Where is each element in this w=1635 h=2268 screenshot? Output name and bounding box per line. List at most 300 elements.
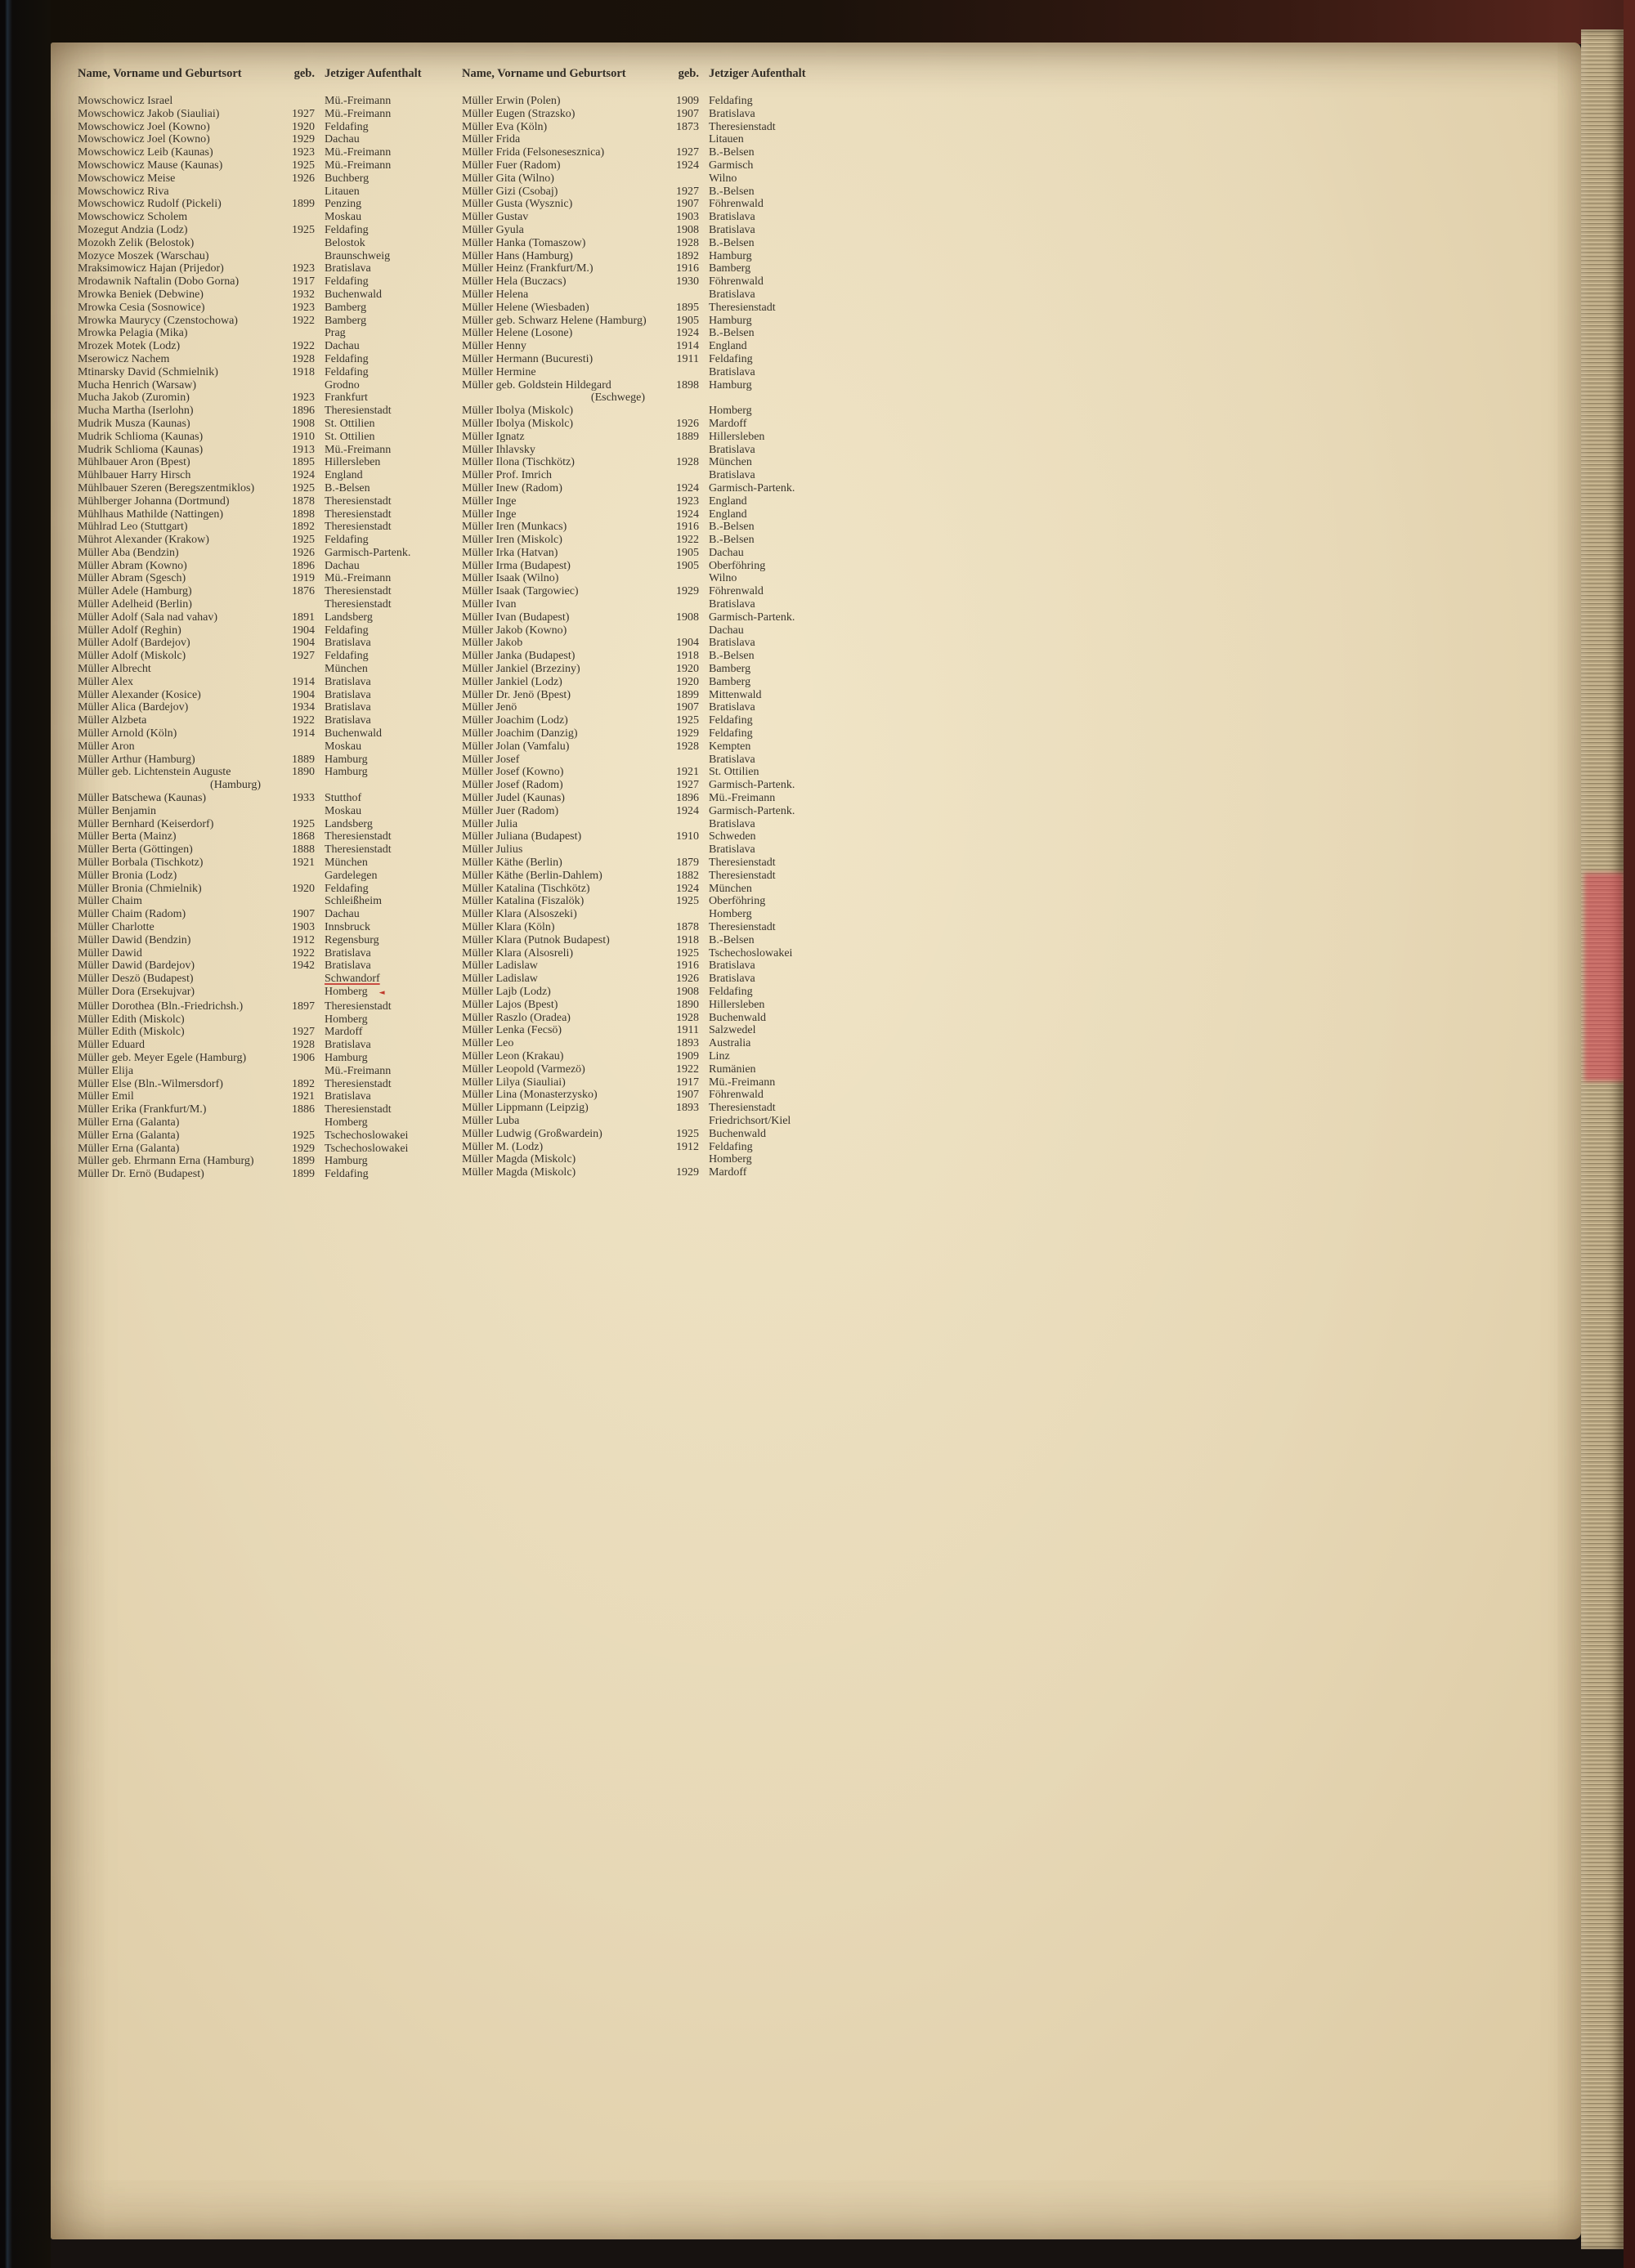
entry-name: Mrodawnik Naftalin (Dobo Gorna)	[78, 275, 240, 289]
book-background-top	[0, 0, 1635, 44]
registry-entry	[462, 224, 835, 237]
registry-entry	[462, 379, 835, 405]
entry-birthyear: 1929	[676, 727, 699, 740]
registry-entry	[462, 650, 835, 663]
registry-entry	[78, 379, 450, 392]
entry-birthyear: 1925	[676, 714, 699, 727]
entry-name: Müller Adolf (Reghin)	[78, 624, 181, 637]
entry-birthyear: 1903	[292, 921, 315, 933]
entry-location: B.-Belsen	[709, 534, 755, 547]
entry-location: Mü.-Freimann	[325, 159, 392, 172]
entry-location: Bamberg	[709, 663, 751, 676]
entry-name: Müller Klara (Alsoszeki)	[462, 908, 577, 921]
entry-birthyear: 1928	[292, 1039, 315, 1052]
entry-location: Bratislava	[709, 469, 755, 482]
registry-entry	[462, 999, 835, 1012]
entry-birthyear: 1892	[676, 249, 699, 262]
registry-entry	[462, 1166, 835, 1179]
entry-location: Mü.-Freimann	[325, 95, 392, 107]
registry-entry	[78, 689, 450, 702]
entry-birthyear: 1924	[676, 882, 699, 895]
registry-entry	[462, 289, 835, 302]
entry-birthyear: 1889	[676, 430, 699, 443]
entry-birthyear: 1928	[676, 236, 699, 249]
entry-location: Theresienstadt	[709, 120, 776, 133]
entry-birthyear: 1928	[676, 740, 699, 753]
entry-name-continuation: (Eschwege)	[590, 391, 645, 405]
entry-birthyear: 1907	[676, 198, 699, 211]
entry-name: Müller Klara (Köln)	[462, 921, 555, 933]
entry-location: Homberg	[709, 908, 752, 921]
entry-birthyear: 1879	[676, 857, 699, 870]
registry-entry	[462, 495, 835, 508]
entry-location: Mü.-Freimann	[709, 1076, 776, 1089]
entry-name: Mudrik Musza (Kaunas)	[78, 417, 190, 430]
registry-entry	[78, 405, 450, 418]
entry-birthyear: 1897	[292, 1000, 315, 1013]
entry-birthyear: 1929	[676, 1166, 699, 1179]
entry-name: Müller Gita (Wilno)	[462, 172, 554, 185]
entry-location: Landsberg	[325, 817, 373, 830]
registry-entry	[78, 250, 450, 263]
registry-entry	[462, 754, 835, 767]
registry-entry	[78, 740, 450, 754]
entry-name: Müller Joachim (Lodz)	[462, 714, 568, 727]
entry-location: Linz	[709, 1049, 730, 1062]
registry-entry	[78, 754, 450, 767]
entry-location: Buchenwald	[325, 727, 382, 740]
registry-entry	[78, 237, 450, 250]
entry-birthyear: 1932	[292, 288, 315, 301]
entry-name: Müller Alex	[78, 675, 134, 688]
registry-entry	[78, 108, 450, 121]
entry-birthyear: 1909	[676, 95, 699, 107]
entry-location: Homberg ◄	[325, 985, 385, 998]
entry-name: Müller Else (Bln.-Wilmersdorf)	[78, 1077, 223, 1090]
entry-location: Dachau	[325, 559, 360, 572]
entry-location: Theresienstadt	[325, 598, 392, 611]
entry-name: Müller Abram (Kowno)	[78, 559, 187, 572]
registry-entry	[78, 327, 450, 340]
registry-entry	[462, 830, 835, 843]
entry-location: Homberg	[325, 1013, 368, 1026]
entry-birthyear: 1914	[676, 340, 699, 353]
entry-birthyear: 1925	[292, 534, 315, 547]
entry-name: Müller Frida (Felsonesesznica)	[462, 146, 605, 159]
entry-name: Müller Fuer (Radom)	[462, 159, 561, 172]
entry-name: Müller Chaim	[78, 895, 142, 908]
entry-location: Litauen	[325, 185, 360, 198]
entry-birthyear: 1922	[292, 340, 315, 353]
entry-location: Bratislava	[325, 701, 371, 714]
entry-location: B.-Belsen	[709, 185, 755, 198]
entry-birthyear: 1927	[676, 779, 699, 792]
registry-entry	[78, 921, 450, 934]
header-geb-label: geb.	[678, 67, 699, 80]
entry-name: Müller Berta (Mainz)	[78, 830, 177, 843]
entry-location: Theresienstadt	[709, 857, 776, 870]
entry-birthyear: 1907	[676, 1089, 699, 1102]
entry-location: Mü.-Freimann	[325, 1064, 392, 1077]
registry-entry	[78, 146, 450, 159]
entry-name: Mowschowicz Rudolf (Pickeli)	[78, 198, 222, 211]
entry-name: Müller Lina (Monasterzysko)	[462, 1089, 598, 1102]
entry-name: Müller Leon (Krakau)	[462, 1049, 564, 1062]
entry-location: Theresienstadt	[325, 830, 392, 843]
entry-birthyear: 1923	[292, 262, 315, 275]
entry-birthyear: 1922	[676, 1062, 699, 1076]
entry-location: Theresienstadt	[325, 585, 392, 598]
entry-location: Innsbruck	[325, 921, 370, 933]
registry-entry	[78, 870, 450, 883]
entry-name: Müller Jolan (Vamfalu)	[462, 740, 570, 753]
entry-birthyear: 1893	[676, 1037, 699, 1050]
registry-entry	[78, 534, 450, 547]
registry-entry	[78, 766, 450, 792]
page-edge-red-stain	[1584, 873, 1624, 1081]
registry-entry	[462, 1128, 835, 1141]
entry-name: Müller Gustav	[462, 211, 529, 224]
entry-location: Moskau	[325, 211, 362, 224]
entry-location: München	[325, 857, 368, 870]
registry-entry	[462, 108, 835, 121]
entry-location: Moskau	[325, 804, 362, 817]
entry-name: Müller Bronia (Chmielnik)	[78, 882, 202, 895]
registry-entry	[462, 973, 835, 986]
entry-location: Bratislava	[325, 946, 371, 960]
entry-location: Penzing	[325, 198, 362, 211]
entry-name: Müller Inge	[462, 508, 517, 521]
entry-name: Mserowicz Nachem	[78, 352, 170, 365]
entry-name: Müller Katalina (Fiszalök)	[462, 895, 585, 908]
registry-entry	[462, 121, 835, 134]
entry-location: Theresienstadt	[709, 869, 776, 882]
registry-entry	[78, 211, 450, 224]
registry-entry	[462, 469, 835, 482]
entry-name: Müller Alica (Bardejov)	[78, 701, 189, 714]
entry-location: Feldafing	[709, 95, 753, 107]
entry-location: Mittenwald	[709, 688, 762, 701]
registry-entry	[462, 521, 835, 534]
entry-location: Theresienstadt	[325, 1103, 392, 1116]
entry-birthyear: 1923	[676, 494, 699, 508]
entry-location: Landsberg	[325, 611, 373, 624]
entry-name: Müller Dawid	[78, 946, 142, 960]
registry-entry	[78, 830, 450, 843]
registry-entry	[462, 534, 835, 547]
entry-birthyear: 1898	[676, 378, 699, 391]
registry-entry	[462, 689, 835, 702]
entry-birthyear: 1917	[676, 1076, 699, 1089]
entry-name: Mowschowicz Joel (Kowno)	[78, 133, 210, 146]
entry-name: Müller Lilya (Siauliai)	[462, 1076, 566, 1089]
entry-birthyear: 1891	[292, 611, 315, 624]
entry-birthyear: 1904	[292, 637, 315, 650]
entry-name: Müller Julius	[462, 843, 523, 857]
entry-location: Bratislava	[709, 223, 755, 236]
entry-name: Müller Klara (Putnok Budapest)	[462, 933, 610, 946]
entry-name: Müller Adolf (Bardejov)	[78, 637, 190, 650]
entry-name: Müller Albrecht	[78, 663, 151, 676]
entry-name: Mozokh Zelik (Belostok)	[78, 236, 195, 249]
entry-birthyear: 1893	[676, 1102, 699, 1115]
registry-entry	[462, 456, 835, 469]
entry-location: Bratislava	[709, 365, 755, 378]
entry-birthyear: 1926	[292, 546, 315, 559]
entry-birthyear: 1905	[676, 314, 699, 327]
entry-name: Mrowka Cesia (Sosnowice)	[78, 301, 205, 314]
entry-location: Wilno	[709, 172, 737, 185]
registry-entry	[462, 714, 835, 727]
registry-entry	[462, 585, 835, 598]
entry-name: Müller Heinz (Frankfurt/M.)	[462, 262, 594, 275]
entry-birthyear: 1882	[676, 869, 699, 882]
registry-entry	[462, 701, 835, 714]
registry-entry	[462, 95, 835, 108]
entry-birthyear: 1890	[292, 766, 315, 779]
entry-location: Mardoff	[709, 417, 747, 430]
entry-name: Müller Leo	[462, 1037, 514, 1050]
entry-location: Bratislava	[709, 701, 755, 714]
entry-name: Mühlbauer Harry Hirsch	[78, 469, 191, 482]
entry-name: Mozegut Andzia (Lodz)	[78, 223, 188, 236]
entry-name: Müller Borbala (Tischkotz)	[78, 857, 204, 870]
registry-entry	[462, 624, 835, 637]
entry-birthyear: 1924	[676, 327, 699, 340]
entry-location: Föhrenwald	[709, 585, 764, 598]
registry-entry	[462, 1063, 835, 1076]
entry-birthyear: 1890	[676, 998, 699, 1011]
registry-entry	[462, 1037, 835, 1050]
entry-name: Müller Dawid (Bendzin)	[78, 933, 191, 946]
registry-entry	[462, 250, 835, 263]
entry-location: Feldafing	[325, 534, 369, 547]
entry-name: Müller Inew (Radom)	[462, 481, 562, 494]
entry-name: Müller Joachim (Danzig)	[462, 727, 578, 740]
entry-birthyear: 1924	[676, 159, 699, 172]
entry-birthyear: 1876	[292, 585, 315, 598]
entry-birthyear: 1926	[676, 973, 699, 986]
entry-location: Bratislava	[709, 817, 755, 830]
entry-location: England	[709, 508, 747, 521]
registry-entry	[462, 986, 835, 999]
entry-location: Tschechoslowakei	[325, 1142, 409, 1155]
registry-entry	[462, 327, 835, 340]
registry-entry	[78, 1013, 450, 1027]
entry-name: Müller Hanka (Tomaszow)	[462, 236, 586, 249]
header-name-label: Name, Vorname und Geburtsort	[78, 67, 242, 80]
entry-location: Mardoff	[709, 1166, 747, 1179]
entry-birthyear: 1911	[676, 1024, 699, 1037]
entry-birthyear: 1916	[676, 521, 699, 534]
entry-birthyear: 1919	[292, 572, 315, 585]
entry-location: Prag	[325, 327, 346, 340]
registry-entry	[78, 186, 450, 199]
entry-location: München	[709, 456, 752, 469]
entry-name: Mowschowicz Israel	[78, 95, 173, 107]
registry-entry	[78, 262, 450, 275]
registry-entry	[462, 159, 835, 172]
column-header-left	[78, 67, 450, 80]
entry-birthyear: 1922	[292, 714, 315, 727]
entry-location: Hamburg	[325, 1051, 368, 1064]
registry-entry	[78, 883, 450, 896]
entry-location: Feldafing	[325, 365, 369, 378]
entry-location: Friedrichsort/Kiel	[709, 1114, 791, 1127]
registry-entry	[78, 353, 450, 366]
registry-entry	[78, 508, 450, 521]
header-geb-label: geb.	[293, 67, 315, 80]
entry-name: Mraksimowicz Hajan (Prijedor)	[78, 262, 224, 275]
entry-name: Mühlrad Leo (Stuttgart)	[78, 521, 188, 534]
entry-location: B.-Belsen	[709, 521, 755, 534]
registry-entry	[78, 1143, 450, 1156]
entry-name: Müller Lajos (Bpest)	[462, 998, 558, 1011]
entry-location: Bratislava	[709, 843, 755, 857]
registry-entry	[462, 727, 835, 740]
entry-location: Bratislava	[709, 107, 755, 120]
entry-location: Garmisch-Partenk.	[709, 611, 795, 624]
entry-name: Müller Gizi (Csobaj)	[462, 185, 558, 198]
entry-birthyear: 1904	[292, 624, 315, 637]
page-stack-edge	[1581, 29, 1624, 2249]
entry-name: Mrowka Beniek (Debwine)	[78, 288, 204, 301]
registry-entry	[78, 986, 450, 1000]
entry-birthyear: 1888	[292, 843, 315, 857]
entry-location: Buchberg	[325, 172, 370, 185]
registry-entry	[462, 1012, 835, 1025]
entry-name: Müller Helene (Losone)	[462, 327, 573, 340]
entry-location: Bamberg	[709, 262, 751, 275]
registry-entry	[462, 146, 835, 159]
registry-entry	[462, 508, 835, 521]
entry-name: Mozyce Moszek (Warschau)	[78, 249, 209, 262]
entry-name: Müller Arthur (Hamburg)	[78, 753, 195, 766]
entry-location: Oberföhring	[709, 559, 766, 572]
registry-entry	[462, 883, 835, 896]
entry-location: Oberföhring	[709, 895, 766, 908]
entry-location: Bratislava	[709, 637, 755, 650]
registry-entry	[462, 857, 835, 870]
entry-location: Schwandorf	[325, 973, 380, 986]
entry-birthyear: 1909	[676, 1049, 699, 1062]
entry-birthyear: 1886	[292, 1103, 315, 1116]
entry-name: Müller Käthe (Berlin-Dahlem)	[462, 869, 602, 882]
header-aufenthalt-label: Jetziger Aufenthalt	[709, 67, 806, 80]
entry-location: Theresienstadt	[325, 494, 392, 508]
entry-location: Litauen	[709, 133, 744, 146]
entry-location: Hillersleben	[325, 456, 381, 469]
entry-location: Bratislava	[709, 598, 755, 611]
entry-name: Mucha Henrich (Warsaw)	[78, 378, 197, 391]
registry-entry	[78, 857, 450, 870]
entry-name: Müller Edith (Miskolc)	[78, 1026, 185, 1039]
entry-name: Müller Lajb (Lodz)	[462, 985, 551, 998]
entry-location: Gardelegen	[325, 869, 378, 882]
entry-name: Müller Eugen (Strazsko)	[462, 107, 576, 120]
entry-name: Mowschowicz Scholem	[78, 211, 188, 224]
entry-name: Müller Erna (Galanta)	[78, 1142, 180, 1155]
entry-name: Müller Bernhard (Keiserdorf)	[78, 817, 214, 830]
entry-name: Müller Aron	[78, 740, 135, 753]
entry-birthyear: 1892	[292, 1077, 315, 1090]
entry-location: Australia	[709, 1037, 751, 1050]
registry-entry	[78, 895, 450, 908]
registry-entry	[78, 275, 450, 289]
entry-name: Müller Dr. Ernö (Budapest)	[78, 1168, 204, 1181]
entry-location: Buchenwald	[709, 1011, 766, 1024]
entry-birthyear: 1927	[676, 185, 699, 198]
registry-entry	[78, 172, 450, 186]
entry-location: Föhrenwald	[709, 275, 764, 289]
entry-location: Stutthof	[325, 792, 362, 805]
entry-name: Mudrik Schlioma (Kaunas)	[78, 443, 204, 456]
entry-birthyear: 1899	[292, 1155, 315, 1168]
registry-entry	[78, 521, 450, 534]
registry-entry	[78, 1039, 450, 1052]
entry-name: Müller Aba (Bendzin)	[78, 546, 179, 559]
entry-birthyear: 1899	[676, 688, 699, 701]
entry-location: Frankfurt	[325, 391, 368, 405]
red-pencil-mark: ◄	[379, 988, 385, 997]
entry-location: Schleißheim	[325, 895, 382, 908]
entry-birthyear: 1925	[676, 946, 699, 960]
entry-location: B.-Belsen	[709, 933, 755, 946]
entry-birthyear: 1924	[292, 469, 315, 482]
registry-entry	[462, 547, 835, 560]
entry-name: Müller Dora (Ersekujvar)	[78, 985, 195, 998]
registry-entry	[462, 1153, 835, 1166]
entry-birthyear: 1928	[676, 456, 699, 469]
registry-entry	[462, 275, 835, 289]
entry-birthyear: 1895	[676, 301, 699, 314]
entry-name: Müller Edith (Miskolc)	[78, 1013, 185, 1026]
entry-name: Müller Irka (Hatvan)	[462, 546, 558, 559]
entry-birthyear: 1910	[292, 430, 315, 443]
entry-name: Müller Ivan (Budapest)	[462, 611, 570, 624]
entry-birthyear: 1920	[676, 675, 699, 688]
entry-location: Bratislava	[325, 688, 371, 701]
entry-birthyear: 1908	[676, 223, 699, 236]
entry-birthyear: 1916	[676, 960, 699, 973]
entry-name: Müller Alzbeta	[78, 714, 147, 727]
entry-birthyear: 1918	[292, 365, 315, 378]
entry-birthyear: 1929	[676, 585, 699, 598]
entry-location: Dachau	[325, 340, 360, 353]
entry-birthyear: 1899	[292, 198, 315, 211]
registry-entry	[462, 908, 835, 921]
entry-name: Müller Ibolya (Miskolc)	[462, 417, 574, 430]
entry-location: Bratislava	[709, 288, 755, 301]
registry-entry	[462, 663, 835, 676]
entry-location: Tschechoslowakei	[325, 1129, 409, 1142]
entry-birthyear: 1916	[676, 262, 699, 275]
registry-entry	[462, 676, 835, 689]
entry-birthyear: 1912	[292, 933, 315, 946]
entry-location: Grodno	[325, 378, 360, 391]
entry-location: Mü.-Freimann	[325, 146, 392, 159]
entry-location: Feldafing	[325, 275, 369, 289]
registry-entry	[78, 1168, 450, 1181]
registry-entry	[462, 353, 835, 366]
registry-entry	[78, 431, 450, 444]
registry-entry	[462, 133, 835, 146]
entry-location: England	[709, 340, 747, 353]
entry-birthyear: 1925	[292, 1129, 315, 1142]
registry-entry	[462, 444, 835, 457]
registry-entry	[78, 482, 450, 495]
entry-birthyear: 1942	[292, 960, 315, 973]
